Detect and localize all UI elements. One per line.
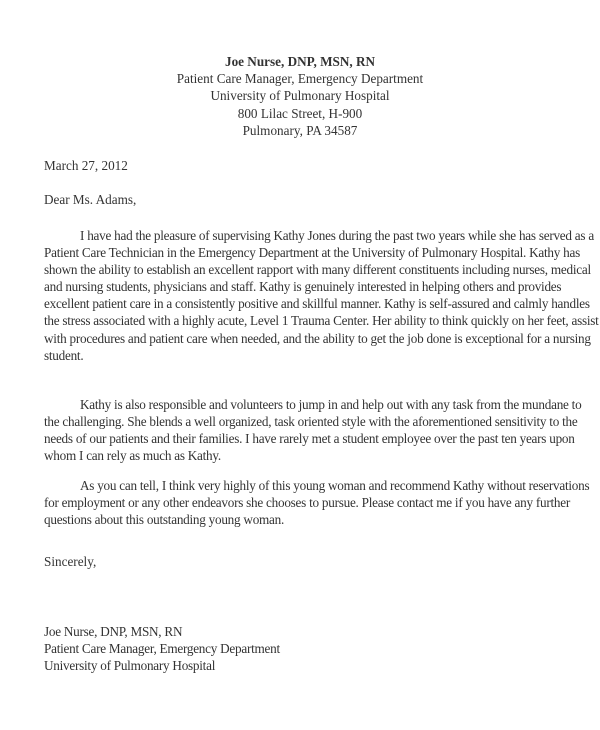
text-line: Kathy is also responsible and volunteers to jump in and help out with any task from the mundane to [80,397,582,412]
paragraph-3 [44,477,589,528]
closing: Sincerely, [44,554,97,569]
text-line: student. [44,347,84,363]
signature-title: Patient Care Manager, Emergency Department [44,641,280,657]
text-line: the challenging. She blends a well organized, task oriented style with the aforementioned sensitivity to the [44,414,578,430]
text-line: the stress associated with a highly acute, Level 1 Trauma Center. Her ability to think quickly on her feet, assist [44,313,599,329]
letterhead [0,53,600,139]
sender-street: 800 Lilac Street, H-900 [237,105,363,121]
text-line: excellent patient care in a consistently positive and skillful manner. Kathy is self-assured and calmly handles [44,296,590,312]
text-line: for employment or any other endeavors she chooses to pursue. Please contact me if you have any further [44,495,570,511]
text-line: whom I can rely as much as Kathy. [44,448,221,464]
text-line: questions about this outstanding young woman. [44,512,285,528]
sender-name: Joe Nurse, DNP, MSN, RN [224,54,376,69]
text-line: As you can tell, I think very highly of this young woman and recommend Kathy without reservations [80,478,590,493]
text-line: with procedures and patient care when needed, and the ability to get the job done is exceptional for a nursing [44,330,591,346]
signature-block [44,623,280,674]
salutation: Dear Ms. Adams, [44,192,137,207]
text-line: and nursing students, physicians and staff. Kathy is genuinely interested in helping others and provides [44,279,562,295]
text-line: shown the ability to establish an excellent rapport with many different constituents including nurses, medical [44,262,591,278]
text-line: I have had the pleasure of supervising Kathy Jones during the past two years while she has served as a [80,228,594,243]
signature-name: Joe Nurse, DNP, MSN, RN [44,624,183,639]
sender-organization: University of Pulmonary Hospital [210,88,390,104]
paragraph-1 [44,227,599,364]
sender-city: Pulmonary, PA 34587 [242,122,358,138]
paragraph-2 [44,396,581,464]
signature-organization: University of Pulmonary Hospital [44,658,216,674]
letter-date: March 27, 2012 [44,158,128,173]
text-line: Patient Care Technician in the Emergency Department at the University of Pulmonary Hospital. Kathy has [44,245,580,261]
text-line: needs of our patients and their families. I have rarely met a student employee over the past ten years upon [44,431,575,447]
sender-title: Patient Care Manager, Emergency Department [176,71,424,87]
